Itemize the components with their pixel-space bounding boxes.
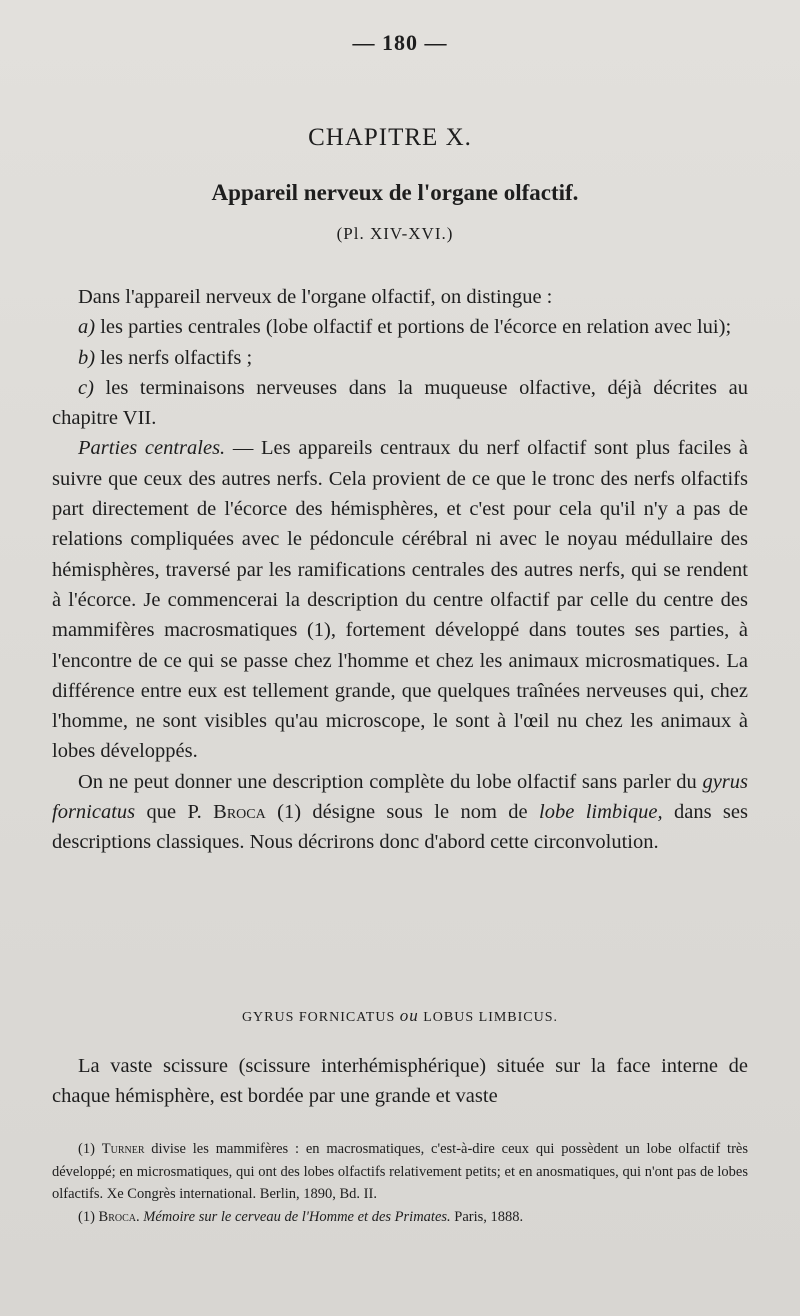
- page-number: — 180 —: [352, 30, 448, 55]
- turner-name: Turner: [101, 1141, 145, 1157]
- scissure-paragraph: La vaste scissure (scissure interhémisphérique) située sur la face interne de chaque hémisphère, est bordée par une grande et vaste: [52, 1055, 748, 1108]
- chapter-heading: CHAPITRE X.: [308, 124, 472, 151]
- continuation-text: [52, 1051, 748, 1112]
- item-a: a) les parties centrales (lobe olfactif et portions de l'écorce en relation avec lui);: [78, 316, 732, 339]
- central-parts-heading: Parties centrales.: [78, 437, 226, 460]
- broca-footnote-name: Broca: [98, 1208, 137, 1225]
- broca-name: Broca: [213, 801, 266, 824]
- main-text: [52, 282, 748, 858]
- section-heading: GYRUS FORNICATUS ou LOBUS LIMBICUS.: [241, 1006, 559, 1025]
- footnotes: [52, 1138, 748, 1228]
- footnote-turner: (1) Turner divise les mammifères : en macrosmatiques, c'est-à-dire ceux qui possèdent un lobe olfactif très développé; en microsmatiques, qui ont des lobes olfactifs relativement petits; et en anosmatiques, qui n'ont pas de lobes olfactifs. Xe Congrès international. Berlin, 1890, Bd. II.: [52, 1141, 748, 1202]
- item-b-letter: b): [78, 346, 96, 369]
- intro-paragraph: Dans l'appareil nerveux de l'organe olfactif, on distingue :: [78, 286, 553, 308]
- gyrus-paragraph: On ne peut donner une description complète du lobe olfactif sans parler du gyrus fornicatus que P. Broca (1) désigne sous le nom de lobe limbique, dans ses descriptions classiques. Nous décrirons donc d'abord cette circonvolution.: [52, 770, 748, 854]
- chapter-title: Appareil nerveux de l'organe olfactif.: [211, 180, 579, 205]
- footnote-broca: (1) Broca. Mémoire sur le cerveau de l'Homme et des Primates. Paris, 1888.: [78, 1208, 524, 1225]
- gyrus-term: gyrus fornicatus: [52, 770, 748, 824]
- broca-memoir-title: Mémoire sur le cerveau de l'Homme et des Primates.: [143, 1208, 451, 1225]
- item-b: b) les nerfs olfactifs ;: [78, 346, 253, 369]
- central-parts-paragraph: Parties centrales. — Les appareils centraux du nerf olfactif sont plus faciles à suivre que ceux des autres nerfs. Cela provient de ce que le tronc des nerfs olfactifs part directement de l'écorce des hémisphères, et c'est pour cela qu'il n'y a pas de relations compliquées avec le pédoncule cérébral ni avec le noyau médullaire des hémisphères, traversé par les ramifications centrales des autres nerfs, qui se rendent à l'écorce. Je commencerai la description du centre olfactif par celle du centre des mammifères macrosmatiques (1), fortement développé dans toutes ses parties, à l'encontre de ce qui se passe chez l'homme et chez les animaux microsmatiques. La différence entre eux est tellement grande, que quelques traînées nerveuses qui, chez l'homme, ne sont visibles qu'au microscope, le sont à l'œil nu chez les animaux à lobes développés.: [52, 437, 748, 763]
- item-c: c) les terminaisons nerveuses dans la muqueuse olfactive, déjà décrites au chapitre VII.: [52, 376, 748, 430]
- item-a-letter: a): [78, 316, 96, 339]
- plates-reference: (Pl. XIV-XVI.): [336, 224, 454, 243]
- item-c-letter: c): [78, 376, 94, 399]
- lobe-term: lobe limbique,: [539, 801, 663, 824]
